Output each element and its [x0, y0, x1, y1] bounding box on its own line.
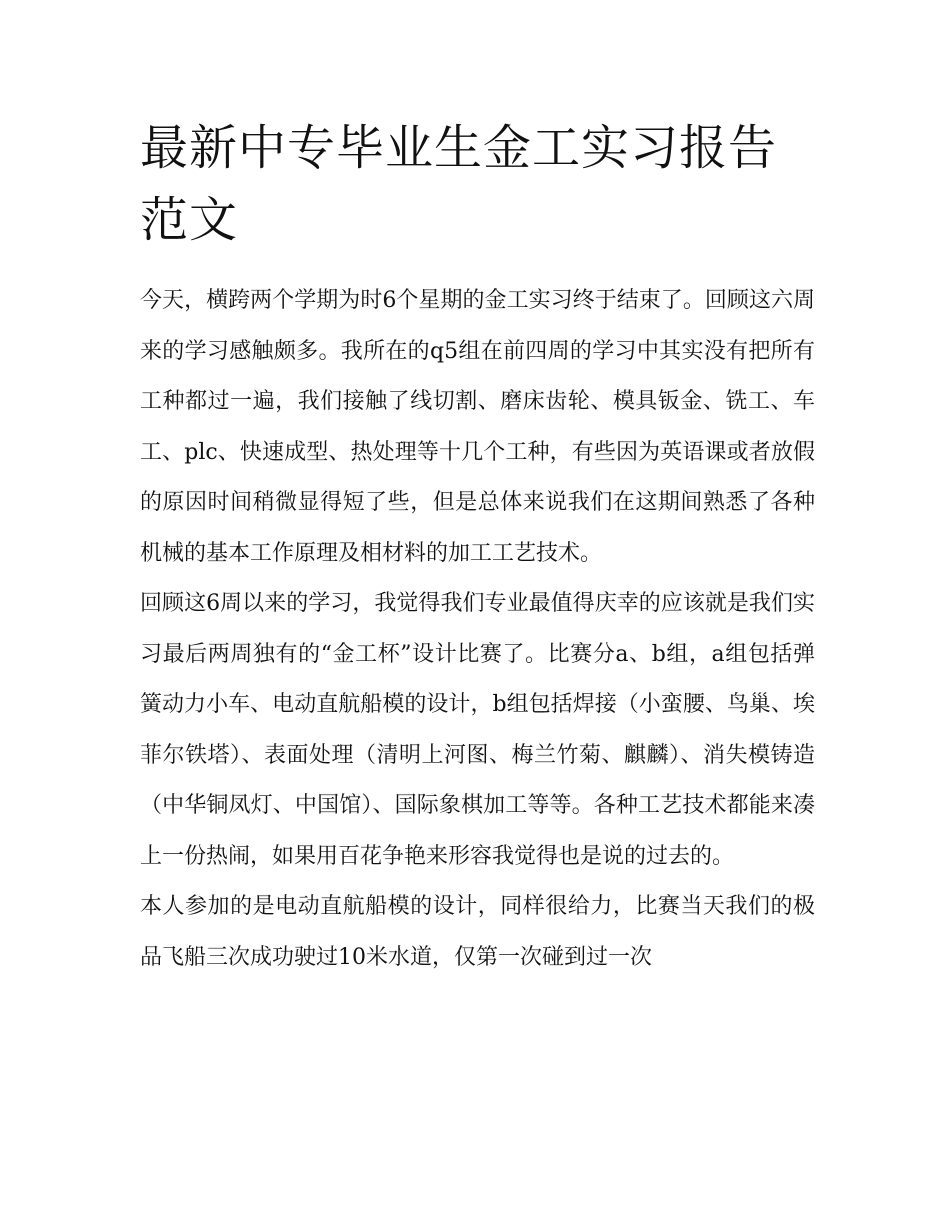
document-title: 最新中专毕业生金工实习报告范文: [140, 120, 778, 248]
document-content: [140, 112, 815, 983]
paragraph-2: 回顾这6周以来的学习，我觉得我们专业最值得庆幸的应该就是我们实习最后两周独有的“金工杯”设计比赛了。比赛分a、b组，a组包括弹簧动力小车、电动直航船模的设计，b组包括焊接（小蛮腰、鸟巢、埃菲尔铁塔）、表面处理（清明上河图、梅兰竹菊、麒麟）、消失模铸造（中华铜凤灯、中国馆）、国际象棋加工等等。各种工艺技术都能来凑上一份热闹，如果用百花争艳来形容我觉得也是说的过去的。: [140, 591, 815, 869]
document-body: [140, 276, 815, 983]
paragraph-3: 本人参加的是电动直航船模的设计，同样很给力，比赛当天我们的极品飞船三次成功驶过10米水道，仅第一次碰到过一次: [140, 894, 815, 970]
paragraph-1: 今天，横跨两个学期为时6个星期的金工实习终于结束了。回顾这六周来的学习感触颇多。我所在的q5组在前四周的学习中其实没有把所有工种都过一遍，我们接触了线切割、磨床齿轮、模具钣金、铣工、车工、plc、快速成型、热处理等十几个工种，有些因为英语课或者放假的原因时间稍微显得短了些，但是总体来说我们在这期间熟悉了各种机械的基本工作原理及相材料的加工工艺技术。: [140, 288, 815, 566]
